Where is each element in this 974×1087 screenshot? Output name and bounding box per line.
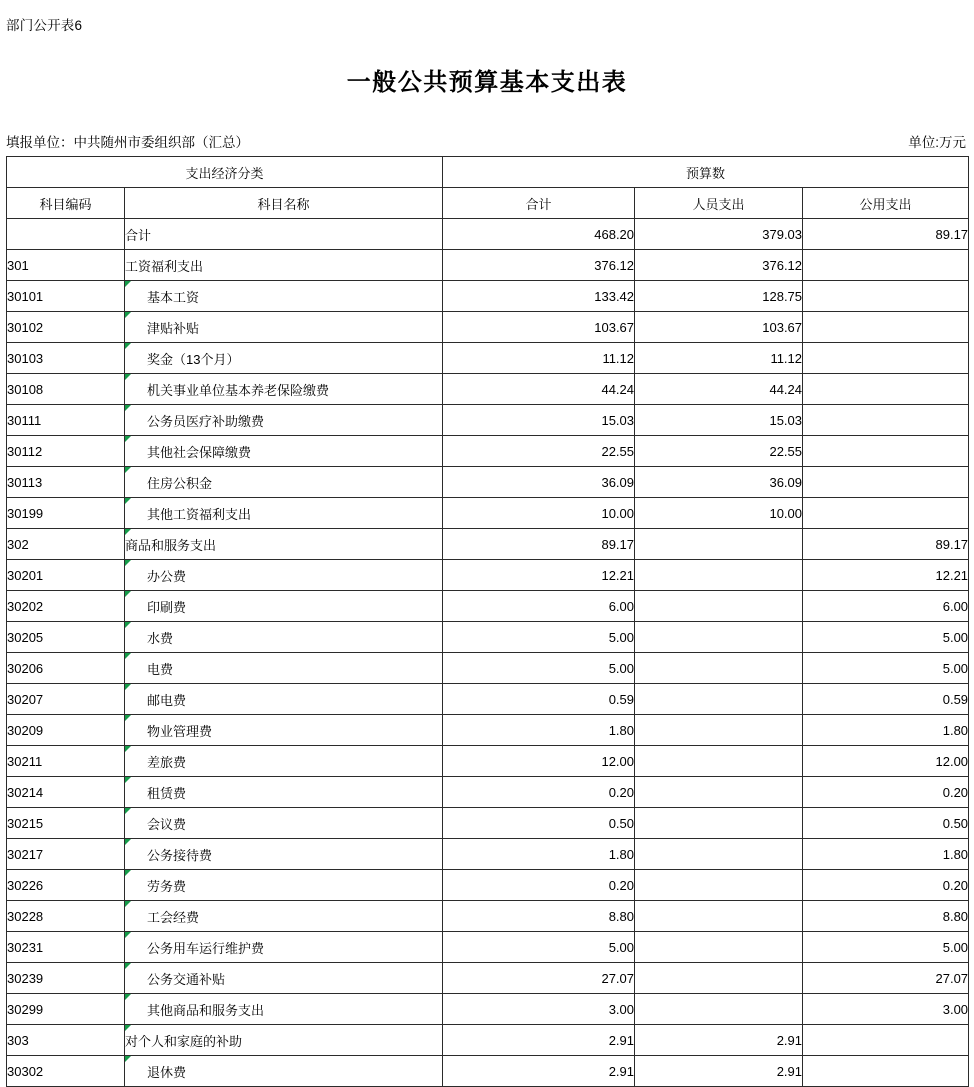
cell-total: 11.12 [443,343,635,374]
cell-code: 30215 [7,808,125,839]
cell-code: 30226 [7,870,125,901]
cell-public-expenditure [803,312,969,343]
cell-code: 30228 [7,901,125,932]
cell-personnel-expenditure: 2.91 [635,1025,803,1056]
cell-public-expenditure [803,498,969,529]
cell-total: 0.59 [443,684,635,715]
cell-personnel-expenditure [635,653,803,684]
table-row [7,963,969,994]
cell-total: 5.00 [443,653,635,684]
cell-code: 30113 [7,467,125,498]
column-header-total: 合计 [443,188,635,219]
cell-total: 15.03 [443,405,635,436]
cell-code: 30206 [7,653,125,684]
table-row [7,808,969,839]
cell-code: 30217 [7,839,125,870]
cell-public-expenditure [803,1056,969,1087]
table-row [7,281,969,312]
cell-subject-name: 印刷费 [125,591,443,622]
cell-personnel-expenditure: 10.00 [635,498,803,529]
cell-total: 36.09 [443,467,635,498]
table-row [7,343,969,374]
cell-total: 2.91 [443,1025,635,1056]
cell-public-expenditure [803,405,969,436]
cell-total: 5.00 [443,932,635,963]
cell-personnel-expenditure [635,715,803,746]
table-row [7,901,969,932]
table-row [7,219,969,250]
cell-personnel-expenditure [635,808,803,839]
cell-total: 0.20 [443,777,635,808]
cell-public-expenditure: 89.17 [803,529,969,560]
cell-subject-name: 租赁费 [125,777,443,808]
cell-total: 12.21 [443,560,635,591]
cell-public-expenditure: 0.50 [803,808,969,839]
group-header-budget: 预算数 [443,157,969,188]
cell-public-expenditure: 6.00 [803,591,969,622]
column-header-public: 公用支出 [803,188,969,219]
cell-subject-name: 公务接待费 [125,839,443,870]
cell-personnel-expenditure: 2.91 [635,1056,803,1087]
cell-code: 30214 [7,777,125,808]
cell-personnel-expenditure [635,932,803,963]
cell-subject-name: 对个人和家庭的补助 [125,1025,443,1056]
cell-personnel-expenditure [635,963,803,994]
table-row [7,932,969,963]
cell-personnel-expenditure: 44.24 [635,374,803,405]
cell-code: 30101 [7,281,125,312]
column-header-personnel: 人员支出 [635,188,803,219]
table-row [7,622,969,653]
table-row [7,777,969,808]
cell-code [7,219,125,250]
cell-code: 30207 [7,684,125,715]
cell-code: 30112 [7,436,125,467]
cell-total: 1.80 [443,839,635,870]
cell-subject-name: 其他工资福利支出 [125,498,443,529]
cell-code: 30211 [7,746,125,777]
table-row [7,529,969,560]
cell-subject-name: 合计 [125,219,443,250]
table-row [7,715,969,746]
page-title: 一般公共预算基本支出表 [346,67,628,96]
cell-subject-name: 机关事业单位基本养老保险缴费 [125,374,443,405]
table-row [7,312,969,343]
cell-public-expenditure: 12.21 [803,560,969,591]
cell-personnel-expenditure [635,870,803,901]
cell-personnel-expenditure [635,901,803,932]
cell-subject-name: 公务交通补贴 [125,963,443,994]
cell-total: 89.17 [443,529,635,560]
cell-personnel-expenditure: 36.09 [635,467,803,498]
cell-personnel-expenditure: 22.55 [635,436,803,467]
table-row [7,994,969,1025]
cell-personnel-expenditure [635,839,803,870]
cell-total: 3.00 [443,994,635,1025]
cell-code: 30102 [7,312,125,343]
cell-public-expenditure [803,250,969,281]
table-row [7,436,969,467]
cell-personnel-expenditure: 11.12 [635,343,803,374]
table-row [7,839,969,870]
table-row [7,1056,969,1087]
cell-code: 302 [7,529,125,560]
column-header-name: 科目名称 [125,188,443,219]
cell-code: 30205 [7,622,125,653]
cell-subject-name: 劳务费 [125,870,443,901]
cell-code: 301 [7,250,125,281]
cell-code: 30108 [7,374,125,405]
cell-public-expenditure: 1.80 [803,839,969,870]
cell-total: 22.55 [443,436,635,467]
reporting-unit-label: 填报单位：中共随州市委组织部（汇总） [6,135,249,150]
cell-public-expenditure [803,467,969,498]
cell-total: 1.80 [443,715,635,746]
table-row [7,653,969,684]
cell-subject-name: 公务用车运行维护费 [125,932,443,963]
cell-public-expenditure: 3.00 [803,994,969,1025]
cell-code: 30299 [7,994,125,1025]
cell-code: 30239 [7,963,125,994]
cell-code: 30103 [7,343,125,374]
cell-public-expenditure [803,281,969,312]
table-row [7,405,969,436]
form-code-label: 部门公开表6 [6,18,83,33]
cell-public-expenditure: 12.00 [803,746,969,777]
cell-total: 2.91 [443,1056,635,1087]
cell-total: 6.00 [443,591,635,622]
cell-subject-name: 邮电费 [125,684,443,715]
table-row [7,591,969,622]
cell-subject-name: 退休费 [125,1056,443,1087]
cell-public-expenditure: 5.00 [803,622,969,653]
cell-subject-name: 物业管理费 [125,715,443,746]
cell-personnel-expenditure: 103.67 [635,312,803,343]
table-body [7,219,969,1087]
cell-total: 44.24 [443,374,635,405]
cell-public-expenditure: 0.20 [803,870,969,901]
cell-subject-name: 其他商品和服务支出 [125,994,443,1025]
cell-public-expenditure: 5.00 [803,653,969,684]
table-row [7,1025,969,1056]
cell-public-expenditure: 8.80 [803,901,969,932]
cell-code: 30231 [7,932,125,963]
cell-subject-name: 水费 [125,622,443,653]
table-row [7,560,969,591]
cell-total: 468.20 [443,219,635,250]
table-row [7,684,969,715]
cell-total: 10.00 [443,498,635,529]
cell-code: 30302 [7,1056,125,1087]
cell-subject-name: 办公费 [125,560,443,591]
cell-subject-name: 津贴补贴 [125,312,443,343]
cell-code: 30202 [7,591,125,622]
cell-subject-name: 电费 [125,653,443,684]
cell-code: 303 [7,1025,125,1056]
table-row [7,374,969,405]
cell-code: 30199 [7,498,125,529]
cell-total: 0.50 [443,808,635,839]
cell-total: 12.00 [443,746,635,777]
cell-public-expenditure [803,436,969,467]
table-row [7,870,969,901]
cell-subject-name: 奖金（13个月） [125,343,443,374]
cell-public-expenditure [803,343,969,374]
cell-subject-name: 会议费 [125,808,443,839]
cell-subject-name: 基本工资 [125,281,443,312]
cell-subject-name: 公务员医疗补助缴费 [125,405,443,436]
cell-subject-name: 其他社会保障缴费 [125,436,443,467]
table-row [7,498,969,529]
cell-subject-name: 工资福利支出 [125,250,443,281]
budget-table [6,156,969,1087]
cell-subject-name: 住房公积金 [125,467,443,498]
cell-public-expenditure [803,1025,969,1056]
table-column-header-row [7,188,969,219]
cell-code: 30201 [7,560,125,591]
cell-subject-name: 商品和服务支出 [125,529,443,560]
cell-total: 27.07 [443,963,635,994]
cell-total: 376.12 [443,250,635,281]
amount-unit-label: 单位:万元 [908,135,966,150]
cell-public-expenditure: 0.59 [803,684,969,715]
group-header-classification: 支出经济分类 [7,157,443,188]
cell-public-expenditure: 27.07 [803,963,969,994]
cell-total: 133.42 [443,281,635,312]
cell-total: 103.67 [443,312,635,343]
cell-total: 8.80 [443,901,635,932]
cell-code: 30209 [7,715,125,746]
cell-code: 30111 [7,405,125,436]
column-header-code: 科目编码 [7,188,125,219]
cell-personnel-expenditure: 376.12 [635,250,803,281]
cell-personnel-expenditure [635,529,803,560]
cell-total: 5.00 [443,622,635,653]
cell-total: 0.20 [443,870,635,901]
table-row [7,746,969,777]
cell-personnel-expenditure [635,994,803,1025]
cell-public-expenditure: 89.17 [803,219,969,250]
cell-personnel-expenditure: 379.03 [635,219,803,250]
cell-subject-name: 差旅费 [125,746,443,777]
table-row [7,250,969,281]
meta-row [6,131,968,151]
cell-public-expenditure: 1.80 [803,715,969,746]
cell-personnel-expenditure [635,777,803,808]
cell-public-expenditure: 0.20 [803,777,969,808]
cell-personnel-expenditure: 128.75 [635,281,803,312]
table-head [7,157,969,219]
cell-personnel-expenditure: 15.03 [635,405,803,436]
table-row [7,467,969,498]
cell-subject-name: 工会经费 [125,901,443,932]
cell-personnel-expenditure [635,560,803,591]
cell-public-expenditure: 5.00 [803,932,969,963]
table-group-header-row [7,157,969,188]
cell-personnel-expenditure [635,591,803,622]
cell-personnel-expenditure [635,746,803,777]
cell-public-expenditure [803,374,969,405]
cell-personnel-expenditure [635,684,803,715]
cell-personnel-expenditure [635,622,803,653]
